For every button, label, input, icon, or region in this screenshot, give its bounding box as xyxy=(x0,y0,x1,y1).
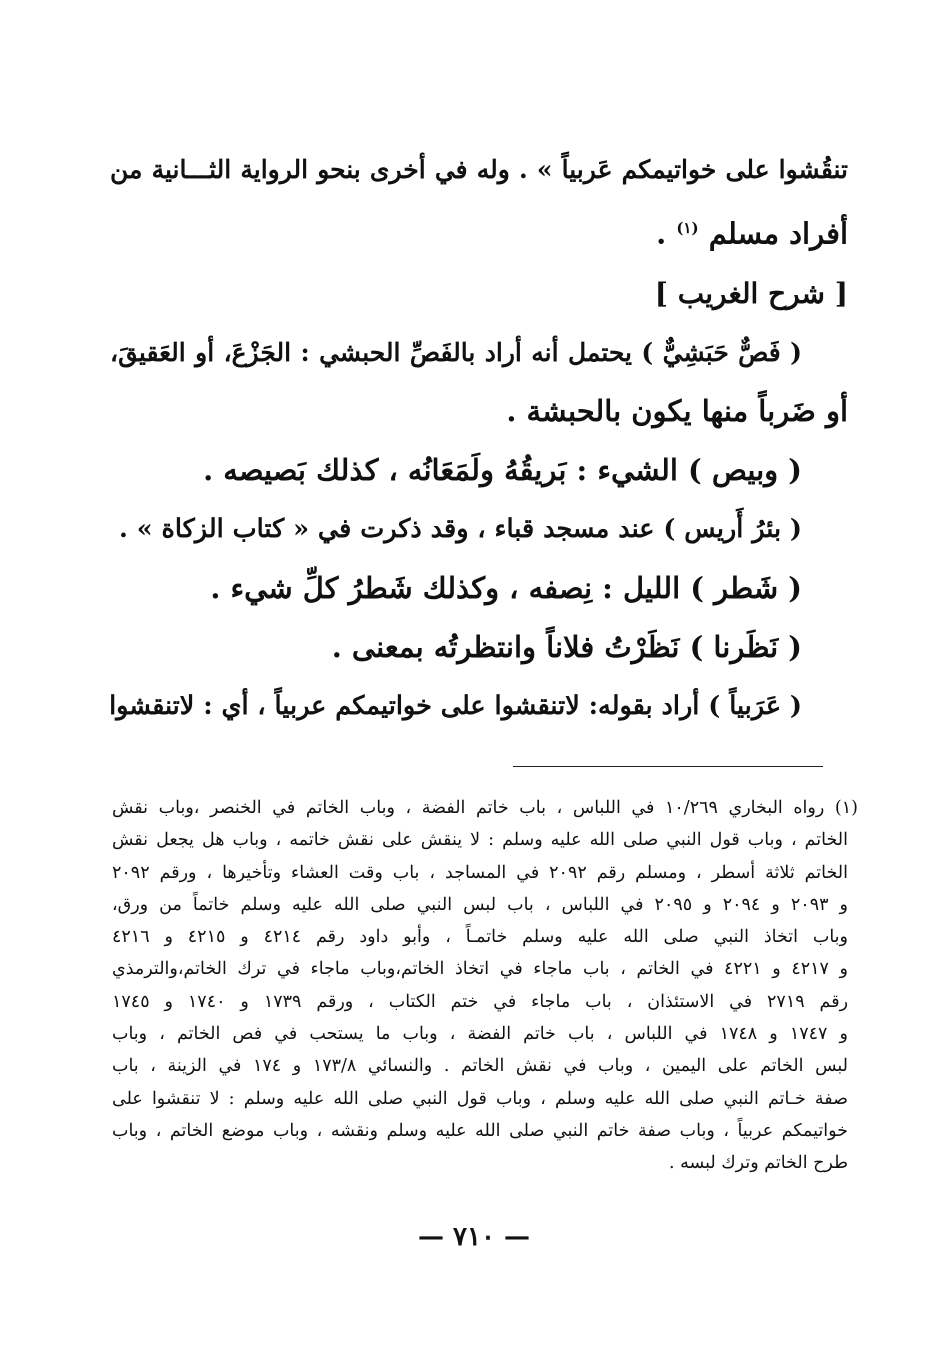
footnote-line: صفة خـاتم النبي صلى الله عليه وسلم ، وباب قول النبي صلى الله عليه وسلم : لا تنقشوا على xyxy=(112,1088,848,1109)
text-fragment: . xyxy=(656,216,667,251)
text-line: تنقُشوا على خواتيمكم عَربياً » . وله في أخرى بنحو الرواية الثـــانية من xyxy=(110,155,848,184)
footnote-line: خواتيمكم عربياً ، وباب صفة خاتم النبي صلى الله عليه وسلم ونقشه ، وباب موضع الخاتم ، وباب xyxy=(112,1120,848,1141)
page-number: — ٧١٠ — xyxy=(417,1222,531,1252)
footnote-line: وباب اتخاذ النبي صلى الله عليه وسلم خاتمـاً ، وأبو داود رقم ٤٢١٤ و ٤٢١٥ و ٤٢١٦ xyxy=(112,927,848,948)
text-fragment: أفراد مسلم xyxy=(708,216,848,251)
footnote-line: رقم ٢٧١٩ في الاستئذان ، باب ماجاء في ختم الكتاب ، ورقم ١٧٣٩ و ١٧٤٠ و ١٧٤٥ xyxy=(112,991,849,1012)
main-text xyxy=(110,140,848,736)
footnote-line: و ١٧٤٧ و ١٧٤٨ في اللباس ، باب خاتم الفضة ، وباب ما يستحب في فص الخاتم ، وباب xyxy=(112,1024,849,1045)
footnote-line: الخاتم ، وباب قول النبي صلى الله عليه وسلم : لا ينقش على نقش خاتمه ، وباب هل يجعل نقش xyxy=(112,830,848,851)
footnote-line: و ٢٠٩٣ و ٢٠٩٤ و ٢٠٩٥ في اللباس ، باب لبس النبي صلى الله عليه وسلم خاتماً من ورق، xyxy=(112,894,849,915)
footnote-line: (١) رواه البخاري ١٠/٢٦٩ في اللباس ، باب خاتم الفضة ، وباب الخاتم في الخنصر ،وباب نقش xyxy=(112,798,858,818)
footnote-line: الخاتم ثلاثة أسطر ، ومسلم رقم ٢٠٩٢ في المساجد ، باب وقت العشاء وتأخيرها ، ورقم ٢٠٩٢ xyxy=(112,862,848,883)
text-line: ( فَصٌّ حَبَشِيٌّ ) يحتمل أنه أراد بالفَصِّ الحبشي : الجَزْعَ، أو العَقيقَ، xyxy=(110,337,802,367)
text-line: ( عَرَبياً ) أراد بقوله: لاتنقشوا على خواتيمكم عربياً ، أي : لاتنقشوا xyxy=(109,690,802,721)
footnote-marker: (١) xyxy=(676,219,699,237)
footnote-line: و ٤٢١٧ و ٤٢٢١ في الخاتم ، باب ماجاء في اتخاذ الخاتم،وباب ماجاء في ترك الخاتم،والترمذي xyxy=(112,959,848,980)
footnote-line: طرح الخاتم وترك لبسه . xyxy=(668,1153,848,1174)
footnote-line: لبس الخاتم على اليمين ، وباب في نقش الخاتم . والنسائي ١٧٣/٨ و ١٧٤ في الزينة ، باب xyxy=(112,1056,849,1077)
footnotes xyxy=(112,792,858,1180)
text-line: ( وبيص ) الشيء : بَريقُهُ ولَمَعَانُه ، كذلك بَصيصه . xyxy=(203,452,802,487)
text-line xyxy=(110,199,848,264)
text-line: ( شَطر ) الليل : نِصفه ، وكذلك شَطرُ كلِّ شيء . xyxy=(210,570,802,605)
footnote-separator xyxy=(513,766,823,767)
text-line: ( بئرُ أَريس ) عند مسجد قباء ، وقد ذكرت في « كتاب الزكاة » . xyxy=(118,513,802,544)
section-heading: [ شرح الغريب ] xyxy=(654,276,848,310)
text-line: ( نَظَرنا ) نَظَرْتُ فلاناً وانتظرتُه بمعنى . xyxy=(331,629,802,664)
text-line: أو ضَرباً منها يكون بالحبشة . xyxy=(506,393,848,428)
